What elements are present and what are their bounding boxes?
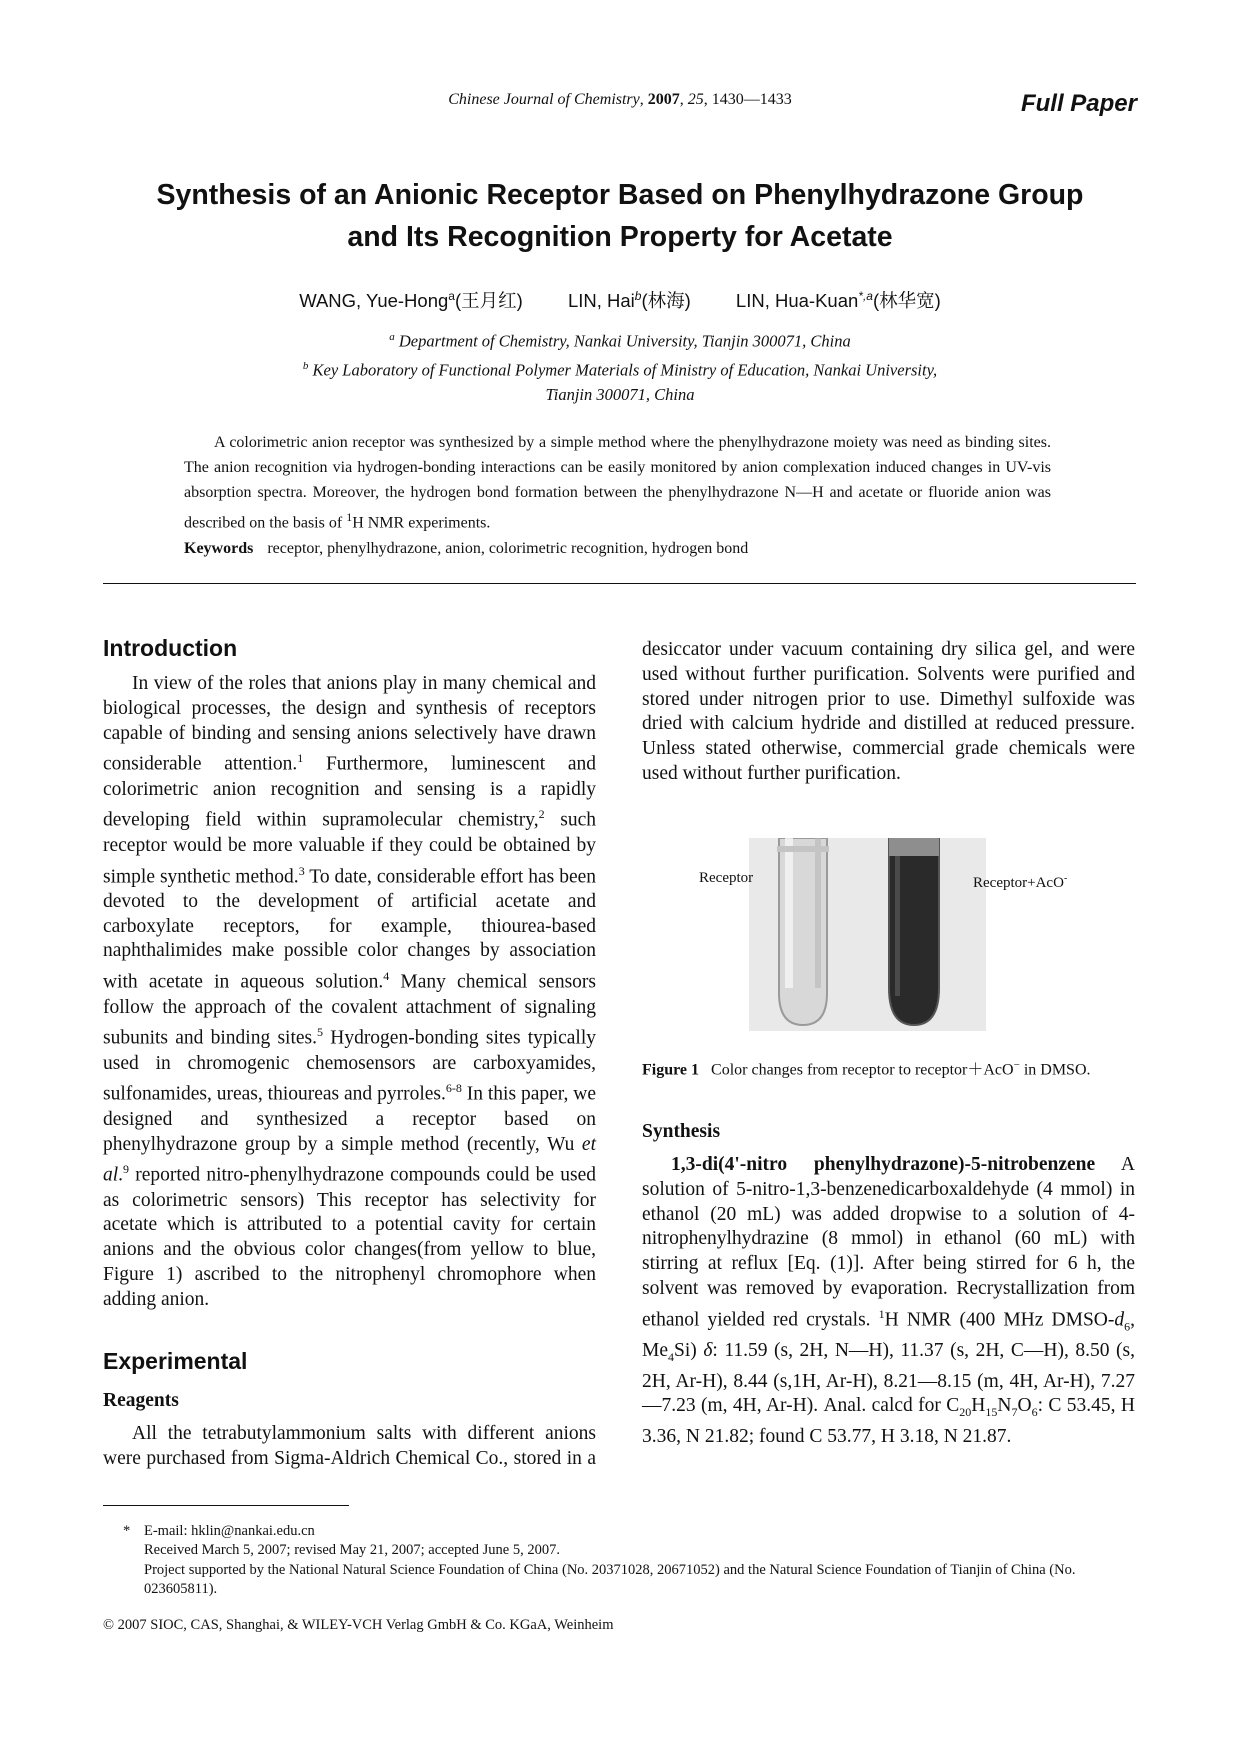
journal-volume: 25 — [687, 91, 704, 108]
keywords-text: receptor, phenylhydrazone, anion, colorimetric recognition, hydrogen bond — [267, 540, 749, 557]
header-divider — [103, 583, 1136, 584]
journal-pages: 1430—1433 — [711, 91, 792, 108]
author: LIN, Hai$^b$(林海) — [567, 288, 691, 311]
journal-year: 2007 — [647, 91, 680, 108]
footnote-rule — [103, 1505, 349, 1506]
author: WANG, Yue-Hong$^a$(王月红) — [299, 288, 523, 311]
affiliation: $^a$ Department of Chemistry, Nankai University, Tianjin 300071, China — [389, 331, 851, 351]
affiliation: Tianjin 300071, China — [545, 385, 695, 404]
compound-name: 1,3-di(4'-nitro phenylhydrazone)-5-nitrobenzene — [671, 1154, 1096, 1175]
introduction-heading: Introduction — [103, 635, 238, 661]
author: LIN, Hua-Kuan$^{*,a}$(林华宽) — [735, 288, 941, 311]
reagents-paragraph-continued: desiccator under vacuum containing dry silica gel, and were used without further purification. Solvents were purified and stored under nitrogen prior to use. Dimethyl sulfoxide was dried with calcium hydride and distilled at reduced pressure. Unless stated otherwise, commercial grade chemicals were used without further purification. — [642, 639, 1135, 784]
footnote-email: E-mail: hklin@nankai.edu.cn — [144, 1523, 315, 1539]
affiliations — [0, 325, 1240, 407]
author-list — [0, 287, 1240, 313]
figure-label-receptor: Receptor — [699, 870, 754, 886]
figure-1-photo — [749, 838, 986, 1031]
footnotes — [123, 1522, 1136, 1599]
keywords-label: Keywords — [184, 540, 254, 557]
test-tubes-image — [749, 838, 986, 1031]
abstract: A colorimetric anion receptor was synthesized by a simple method where the phenylhydrazone moiety was need as binding sites. The anion recognition via hydrogen-bonding interactions can be easily monitored by anion complexation induced changes in UV-vis absorption spectra. Moreover, the hydrogen bond formation between the phenylhydrazone N—H and acetate or fluoride anion was described on the basis of $^1$H NMR experiments. — [184, 434, 1051, 532]
footnote-received: Received March 5, 2007; revised May 21, 2007; accepted June 5, 2007. — [144, 1542, 560, 1559]
footnote-star: * — [123, 1523, 131, 1539]
copyright: © 2007 SIOC, CAS, Shanghai, & WILEY-VCH Verlag GmbH & Co. KGaA, Weinheim — [103, 1617, 614, 1633]
journal-citation: Chinese Journal of Chemistry, 2007, 25, 1430—1433 — [448, 91, 792, 108]
figure-1-caption: Figure 1 Color changes from receptor to receptor＋AcO− in DMSO. — [642, 1059, 1091, 1079]
experimental-heading: Experimental — [103, 1348, 248, 1374]
reagents-paragraph: All the tetrabutylammonium salts with different anions were purchased from Sigma-Aldrich Chemical Co., stored in a — [103, 1423, 596, 1469]
synthesis-heading: Synthesis — [642, 1121, 721, 1142]
reagents-heading: Reagents — [103, 1390, 179, 1411]
synthesis-paragraph: 1,3-di(4'-nitro phenylhydrazone)-5-nitrobenzene A solution of 5-nitro-1,3-benzenedicarboxaldehyde (4 mmol) in ethanol (20 mL) was added dropwise to a solution of 4-nitrophenylhydrazine (8 mmol) in ethanol (60 mL) with stirring at reflux [Eq. (1)]. After being stirred for 6 h, the solvent was removed by evaporation. Recrystallization from ethanol yielded red crystals. $^1$H NMR (400 MHz DMSO-$d_6$, $Me_4Si$) δ: 11.59 (s, 2H, N—H), 11.37 (s, 2H, C—H), 8.50 (s, 2H, Ar-H), 8.44 (s,1H, Ar-H), 8.21—8.15 (m, 4H, Ar-H), 7.27—7.23 (m, 4H, Ar-H). Anal. calcd for $C_{20}H_{15}N_7O_6$: C 53.45, H 3.36, N 21.82; found C 53.77, H 3.18, N 21.87. — [642, 1154, 1135, 1448]
affiliation: $^b$ Key Laboratory of Functional Polymer Materials of Ministry of Education, Nankai University, — [302, 359, 938, 379]
figure-label-receptor-aco: Receptor+AcO- — [973, 873, 1068, 891]
keywords — [184, 540, 1051, 558]
article-type: Full Paper — [1020, 90, 1137, 117]
paper-title: Synthesis of an Anionic Receptor Based on Phenylhydrazone Group and Its Recognition Property for Acetate — [156, 179, 1084, 253]
introduction-paragraph: In view of the roles that anions play in many chemical and biological processes, the design and synthesis of receptors capable of binding and sensing anions selectively have drawn considerable attention.$^1$ Furthermore, luminescent and colorimetric anion recognition and sensing is a rapidly developing field within supramolecular chemistry,$^2$ such receptor would be more valuable if they could be obtained by simple synthetic method.$^3$ To date, considerable effort has been devoted to the development of artificial acetate and carboxylate receptors, for example, thiourea-based naphthalimides make possible color changes by association with acetate in aqueous solution.$^4$ Many chemical sensors follow the approach of the covalent attachment of signaling subunits and binding sites.$^5$ Hydrogen-bonding sites typically used in chromogenic chemosensors are carboxyamides, sulfonamides, ureas, thioureas and pyrroles.$^{6-8}$ In this paper, we designed and synthesized a receptor based on phenylhydrazone group by a simple method (recently, Wu et al.$^9$ reported nitro-phenylhydrazone compounds could be used as colorimetric sensors) This receptor has selectivity for acetate which is attributed to a potential cavity for certain anions and the obvious color changes(from yellow to blue, Figure 1) ascribed to the nitrophenyl chromophore when adding anion. — [103, 673, 597, 1310]
footnote-project: Project supported by the National Natural Science Foundation of China (No. 20371028, 20671052) and the Natural Science Foundation of Tianjin of China (No. 023605811). — [144, 1561, 1076, 1597]
journal-name: Chinese Journal of Chemistry — [448, 91, 640, 108]
